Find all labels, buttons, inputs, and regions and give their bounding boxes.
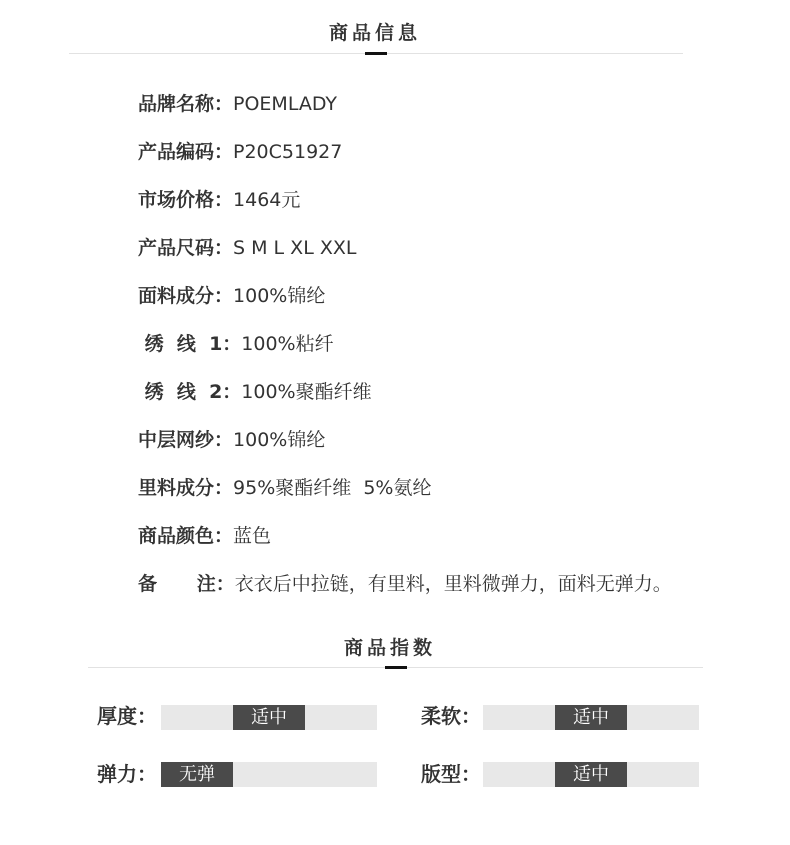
info-label: 商品颜色： [138, 525, 234, 547]
info-label: 绣 线 1： [138, 333, 242, 355]
product-index-accent-bar [385, 666, 407, 669]
info-label: 产品尺码： [138, 237, 234, 259]
info-value: 1464元 [233, 189, 301, 211]
fit-label: 版型： [421, 762, 481, 786]
info-value: 100%锦纶 [233, 429, 326, 451]
product-info-accent-bar [365, 52, 387, 55]
scale-marker: 适中 [233, 705, 305, 730]
info-row-market-price [138, 187, 300, 213]
info-label: 面料成分： [138, 285, 234, 307]
scale-marker: 适中 [555, 762, 627, 787]
info-value: 100%粘纤 [241, 333, 334, 355]
info-label: 产品编码： [138, 141, 234, 163]
softness-label: 柔软： [421, 704, 481, 728]
info-value: 100%锦纶 [233, 285, 326, 307]
info-label: 绣 线 2： [138, 381, 242, 403]
info-row-embroidery-thread-2 [138, 379, 372, 405]
product-index-title: 商品指数 [344, 637, 437, 659]
info-value: 衣衣后中拉链，有里料，里料微弹力，面料无弹力。 [234, 573, 672, 595]
info-value: S M L XL XXL [233, 237, 357, 259]
info-row-color [138, 523, 271, 549]
info-value: P20C51927 [233, 141, 343, 163]
scale-marker: 无弹 [161, 762, 233, 787]
softness-scale [483, 705, 699, 730]
scale-marker: 适中 [555, 705, 627, 730]
info-value: 95%聚酯纤维 5%氨纶 [233, 477, 432, 499]
info-value: 蓝色 [233, 525, 272, 547]
info-row-lining [138, 475, 431, 501]
info-value: POEMLADY [233, 93, 338, 115]
product-info-title: 商品信息 [329, 22, 422, 44]
info-row-sizes [138, 235, 356, 261]
thickness-scale [161, 705, 377, 730]
elasticity-label: 弹力： [97, 762, 157, 786]
info-label: 备 注： [138, 573, 235, 595]
info-row-notes [138, 571, 672, 597]
info-row-product-code [138, 139, 342, 165]
info-value: 100%聚酯纤维 [241, 381, 372, 403]
info-label: 里料成分： [138, 477, 234, 499]
elasticity-scale [161, 762, 377, 787]
thickness-label: 厚度： [97, 704, 157, 728]
info-row-brand [138, 91, 337, 117]
info-row-embroidery-thread-1 [138, 331, 334, 357]
info-label: 市场价格： [138, 189, 234, 211]
info-row-mesh-layer [138, 427, 325, 453]
info-label: 中层网纱： [138, 429, 234, 451]
info-row-fabric [138, 283, 325, 309]
fit-scale [483, 762, 699, 787]
info-label: 品牌名称： [138, 93, 234, 115]
